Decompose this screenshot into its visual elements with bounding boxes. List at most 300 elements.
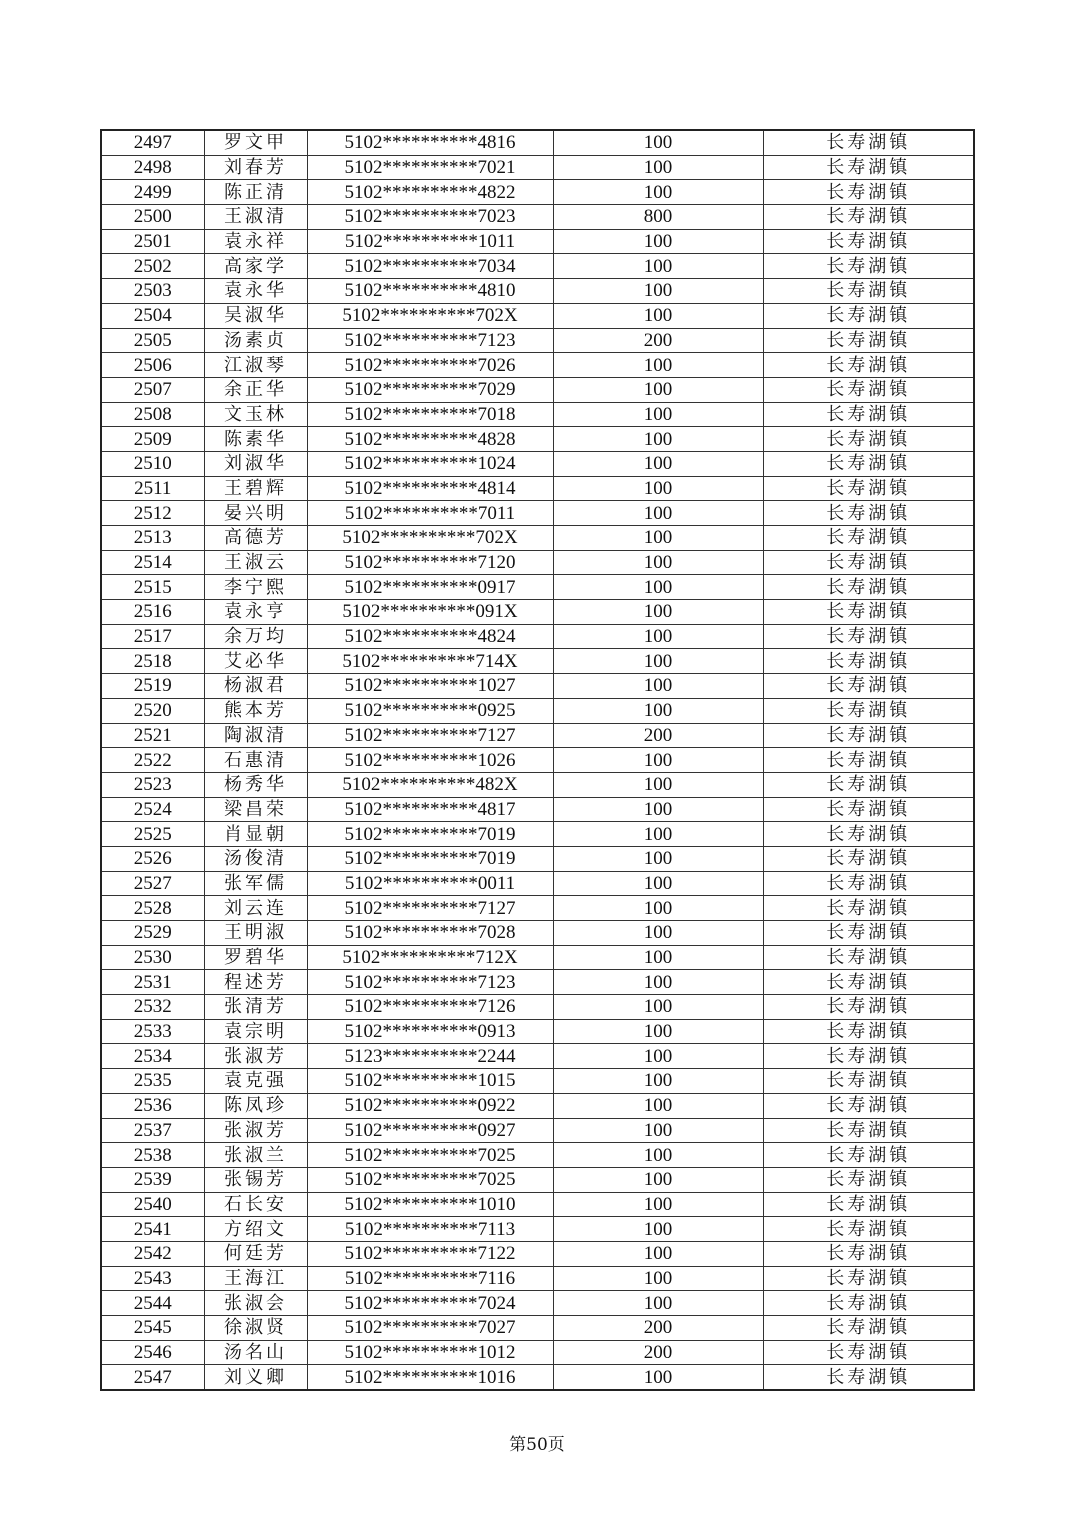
town-cell: 长寿湖镇: [763, 1241, 974, 1266]
table-row: [101, 822, 974, 847]
id-number-cell: 5102**********1011: [307, 229, 553, 254]
row-number-cell: 2542: [101, 1241, 204, 1266]
table-row: [101, 205, 974, 230]
amount-cell: 100: [553, 772, 763, 797]
name-cell: 高德芳: [204, 526, 307, 551]
town-cell: 长寿湖镇: [763, 846, 974, 871]
table-row: [101, 871, 974, 896]
amount-cell: 800: [553, 205, 763, 230]
row-number-cell: 2530: [101, 945, 204, 970]
id-number-cell: 5102**********4814: [307, 476, 553, 501]
name-cell: 杨秀华: [204, 772, 307, 797]
amount-cell: 100: [553, 871, 763, 896]
name-cell: 张淑芳: [204, 1118, 307, 1143]
row-number-cell: 2547: [101, 1365, 204, 1390]
amount-cell: 100: [553, 1044, 763, 1069]
table-row: [101, 748, 974, 773]
name-cell: 杨淑君: [204, 674, 307, 699]
amount-cell: 100: [553, 1118, 763, 1143]
row-number-cell: 2509: [101, 427, 204, 452]
table-row: [101, 1266, 974, 1291]
name-cell: 汤俊清: [204, 846, 307, 871]
amount-cell: 100: [553, 353, 763, 378]
town-cell: 长寿湖镇: [763, 1093, 974, 1118]
row-number-cell: 2510: [101, 451, 204, 476]
table-row: [101, 846, 974, 871]
name-cell: 罗碧华: [204, 945, 307, 970]
row-number-cell: 2499: [101, 180, 204, 205]
row-number-cell: 2544: [101, 1291, 204, 1316]
name-cell: 袁永华: [204, 279, 307, 304]
town-cell: 长寿湖镇: [763, 155, 974, 180]
name-cell: 陶淑清: [204, 723, 307, 748]
town-cell: 长寿湖镇: [763, 723, 974, 748]
row-number-cell: 2505: [101, 328, 204, 353]
table-row: [101, 797, 974, 822]
amount-cell: 100: [553, 1291, 763, 1316]
table-row: [101, 1192, 974, 1217]
id-number-cell: 5102**********7025: [307, 1167, 553, 1192]
table-row: [101, 254, 974, 279]
amount-cell: 100: [553, 1143, 763, 1168]
table-row: [101, 1118, 974, 1143]
name-cell: 艾必华: [204, 649, 307, 674]
name-cell: 袁克强: [204, 1069, 307, 1094]
amount-cell: 100: [553, 575, 763, 600]
town-cell: 长寿湖镇: [763, 427, 974, 452]
id-number-cell: 5102**********7018: [307, 402, 553, 427]
page-number: 第50页: [509, 1435, 565, 1455]
name-cell: 徐淑贤: [204, 1316, 307, 1341]
amount-cell: 200: [553, 1340, 763, 1365]
row-number-cell: 2520: [101, 698, 204, 723]
name-cell: 张淑会: [204, 1291, 307, 1316]
name-cell: 陈凤珍: [204, 1093, 307, 1118]
row-number-cell: 2528: [101, 896, 204, 921]
amount-cell: 100: [553, 427, 763, 452]
name-cell: 王明淑: [204, 921, 307, 946]
amount-cell: 100: [553, 649, 763, 674]
document-table-container: [100, 129, 973, 1391]
town-cell: 长寿湖镇: [763, 526, 974, 551]
amount-cell: 100: [553, 402, 763, 427]
name-cell: 刘云连: [204, 896, 307, 921]
id-number-cell: 5102**********0922: [307, 1093, 553, 1118]
town-cell: 长寿湖镇: [763, 698, 974, 723]
id-number-cell: 5102**********7019: [307, 822, 553, 847]
row-number-cell: 2537: [101, 1118, 204, 1143]
row-number-cell: 2512: [101, 501, 204, 526]
table-row: [101, 303, 974, 328]
town-cell: 长寿湖镇: [763, 649, 974, 674]
table-row: [101, 772, 974, 797]
amount-cell: 100: [553, 155, 763, 180]
town-cell: 长寿湖镇: [763, 945, 974, 970]
name-cell: 袁永亨: [204, 600, 307, 625]
table-row: [101, 698, 974, 723]
amount-cell: 100: [553, 1266, 763, 1291]
row-number-cell: 2517: [101, 624, 204, 649]
town-cell: 长寿湖镇: [763, 871, 974, 896]
id-number-cell: 5102**********7120: [307, 550, 553, 575]
id-number-cell: 5102**********702X: [307, 303, 553, 328]
name-cell: 王淑云: [204, 550, 307, 575]
table-row: [101, 451, 974, 476]
town-cell: 长寿湖镇: [763, 748, 974, 773]
id-number-cell: 5102**********712X: [307, 945, 553, 970]
id-number-cell: 5102**********7113: [307, 1217, 553, 1242]
name-cell: 陈素华: [204, 427, 307, 452]
amount-cell: 100: [553, 254, 763, 279]
records-table: [100, 129, 975, 1391]
town-cell: 长寿湖镇: [763, 476, 974, 501]
name-cell: 余万均: [204, 624, 307, 649]
town-cell: 长寿湖镇: [763, 1192, 974, 1217]
row-number-cell: 2532: [101, 995, 204, 1020]
amount-cell: 100: [553, 476, 763, 501]
row-number-cell: 2497: [101, 130, 204, 155]
town-cell: 长寿湖镇: [763, 205, 974, 230]
name-cell: 程述芳: [204, 970, 307, 995]
name-cell: 张清芳: [204, 995, 307, 1020]
town-cell: 长寿湖镇: [763, 1266, 974, 1291]
row-number-cell: 2543: [101, 1266, 204, 1291]
amount-cell: 100: [553, 995, 763, 1020]
table-row: [101, 377, 974, 402]
row-number-cell: 2526: [101, 846, 204, 871]
name-cell: 罗文甲: [204, 130, 307, 155]
amount-cell: 100: [553, 945, 763, 970]
row-number-cell: 2504: [101, 303, 204, 328]
name-cell: 刘淑华: [204, 451, 307, 476]
row-number-cell: 2524: [101, 797, 204, 822]
row-number-cell: 2525: [101, 822, 204, 847]
row-number-cell: 2541: [101, 1217, 204, 1242]
amount-cell: 100: [553, 180, 763, 205]
name-cell: 梁昌荣: [204, 797, 307, 822]
id-number-cell: 5102**********0925: [307, 698, 553, 723]
id-number-cell: 5102**********0011: [307, 871, 553, 896]
id-number-cell: 5102**********7127: [307, 896, 553, 921]
name-cell: 袁宗明: [204, 1019, 307, 1044]
amount-cell: 100: [553, 377, 763, 402]
town-cell: 长寿湖镇: [763, 1044, 974, 1069]
row-number-cell: 2531: [101, 970, 204, 995]
id-number-cell: 5102**********1024: [307, 451, 553, 476]
id-number-cell: 5102**********7122: [307, 1241, 553, 1266]
town-cell: 长寿湖镇: [763, 1167, 974, 1192]
town-cell: 长寿湖镇: [763, 1019, 974, 1044]
table-row: [101, 945, 974, 970]
id-number-cell: 5102**********714X: [307, 649, 553, 674]
id-number-cell: 5102**********7021: [307, 155, 553, 180]
id-number-cell: 5102**********091X: [307, 600, 553, 625]
amount-cell: 100: [553, 1192, 763, 1217]
table-row: [101, 921, 974, 946]
table-row: [101, 649, 974, 674]
amount-cell: 100: [553, 674, 763, 699]
name-cell: 张军儒: [204, 871, 307, 896]
id-number-cell: 5123**********2244: [307, 1044, 553, 1069]
row-number-cell: 2535: [101, 1069, 204, 1094]
id-number-cell: 5102**********1012: [307, 1340, 553, 1365]
amount-cell: 100: [553, 1093, 763, 1118]
town-cell: 长寿湖镇: [763, 921, 974, 946]
id-number-cell: 5102**********4824: [307, 624, 553, 649]
row-number-cell: 2539: [101, 1167, 204, 1192]
table-row: [101, 180, 974, 205]
name-cell: 高家学: [204, 254, 307, 279]
name-cell: 刘义卿: [204, 1365, 307, 1390]
table-row: [101, 1365, 974, 1390]
town-cell: 长寿湖镇: [763, 1118, 974, 1143]
id-number-cell: 5102**********4816: [307, 130, 553, 155]
name-cell: 余正华: [204, 377, 307, 402]
row-number-cell: 2540: [101, 1192, 204, 1217]
id-number-cell: 5102**********7028: [307, 921, 553, 946]
table-row: [101, 624, 974, 649]
row-number-cell: 2498: [101, 155, 204, 180]
table-row: [101, 1241, 974, 1266]
row-number-cell: 2513: [101, 526, 204, 551]
id-number-cell: 5102**********482X: [307, 772, 553, 797]
name-cell: 刘春芳: [204, 155, 307, 180]
id-number-cell: 5102**********4822: [307, 180, 553, 205]
town-cell: 长寿湖镇: [763, 279, 974, 304]
town-cell: 长寿湖镇: [763, 600, 974, 625]
id-number-cell: 5102**********0917: [307, 575, 553, 600]
id-number-cell: 5102**********7123: [307, 328, 553, 353]
town-cell: 长寿湖镇: [763, 1069, 974, 1094]
id-number-cell: 5102**********4828: [307, 427, 553, 452]
name-cell: 李宁熙: [204, 575, 307, 600]
town-cell: 长寿湖镇: [763, 1291, 974, 1316]
town-cell: 长寿湖镇: [763, 995, 974, 1020]
table-row: [101, 402, 974, 427]
name-cell: 张锡芳: [204, 1167, 307, 1192]
amount-cell: 100: [553, 1365, 763, 1390]
amount-cell: 200: [553, 1316, 763, 1341]
amount-cell: 200: [553, 328, 763, 353]
name-cell: 王淑清: [204, 205, 307, 230]
town-cell: 长寿湖镇: [763, 1316, 974, 1341]
id-number-cell: 5102**********1026: [307, 748, 553, 773]
town-cell: 长寿湖镇: [763, 772, 974, 797]
amount-cell: 100: [553, 1167, 763, 1192]
table-row: [101, 995, 974, 1020]
row-number-cell: 2519: [101, 674, 204, 699]
id-number-cell: 5102**********1015: [307, 1069, 553, 1094]
town-cell: 长寿湖镇: [763, 451, 974, 476]
amount-cell: 100: [553, 846, 763, 871]
amount-cell: 100: [553, 130, 763, 155]
id-number-cell: 5102**********1016: [307, 1365, 553, 1390]
id-number-cell: 5102**********1027: [307, 674, 553, 699]
town-cell: 长寿湖镇: [763, 970, 974, 995]
id-number-cell: 5102**********7123: [307, 970, 553, 995]
table-row: [101, 723, 974, 748]
town-cell: 长寿湖镇: [763, 402, 974, 427]
amount-cell: 100: [553, 822, 763, 847]
amount-cell: 100: [553, 1241, 763, 1266]
id-number-cell: 5102**********4817: [307, 797, 553, 822]
table-row: [101, 328, 974, 353]
amount-cell: 100: [553, 698, 763, 723]
amount-cell: 100: [553, 797, 763, 822]
town-cell: 长寿湖镇: [763, 822, 974, 847]
table-row: [101, 1316, 974, 1341]
row-number-cell: 2533: [101, 1019, 204, 1044]
row-number-cell: 2536: [101, 1093, 204, 1118]
table-row: [101, 674, 974, 699]
row-number-cell: 2522: [101, 748, 204, 773]
table-row: [101, 575, 974, 600]
row-number-cell: 2501: [101, 229, 204, 254]
name-cell: 晏兴明: [204, 501, 307, 526]
row-number-cell: 2500: [101, 205, 204, 230]
row-number-cell: 2516: [101, 600, 204, 625]
table-row: [101, 353, 974, 378]
row-number-cell: 2506: [101, 353, 204, 378]
row-number-cell: 2503: [101, 279, 204, 304]
id-number-cell: 5102**********7024: [307, 1291, 553, 1316]
id-number-cell: 5102**********1010: [307, 1192, 553, 1217]
table-row: [101, 1093, 974, 1118]
amount-cell: 100: [553, 451, 763, 476]
table-row: [101, 155, 974, 180]
row-number-cell: 2545: [101, 1316, 204, 1341]
town-cell: 长寿湖镇: [763, 130, 974, 155]
id-number-cell: 5102**********7026: [307, 353, 553, 378]
town-cell: 长寿湖镇: [763, 180, 974, 205]
name-cell: 王海江: [204, 1266, 307, 1291]
table-row: [101, 526, 974, 551]
name-cell: 石惠清: [204, 748, 307, 773]
amount-cell: 100: [553, 896, 763, 921]
id-number-cell: 5102**********7025: [307, 1143, 553, 1168]
amount-cell: 100: [553, 921, 763, 946]
town-cell: 长寿湖镇: [763, 377, 974, 402]
id-number-cell: 5102**********7023: [307, 205, 553, 230]
id-number-cell: 5102**********7011: [307, 501, 553, 526]
name-cell: 石长安: [204, 1192, 307, 1217]
row-number-cell: 2511: [101, 476, 204, 501]
name-cell: 文玉林: [204, 402, 307, 427]
amount-cell: 200: [553, 723, 763, 748]
name-cell: 汤素贞: [204, 328, 307, 353]
amount-cell: 100: [553, 303, 763, 328]
id-number-cell: 5102**********702X: [307, 526, 553, 551]
town-cell: 长寿湖镇: [763, 550, 974, 575]
id-number-cell: 5102**********4810: [307, 279, 553, 304]
town-cell: 长寿湖镇: [763, 229, 974, 254]
table-row: [101, 1217, 974, 1242]
town-cell: 长寿湖镇: [763, 1365, 974, 1390]
table-row: [101, 1044, 974, 1069]
name-cell: 肖显朝: [204, 822, 307, 847]
row-number-cell: 2529: [101, 921, 204, 946]
row-number-cell: 2502: [101, 254, 204, 279]
table-row: [101, 550, 974, 575]
id-number-cell: 5102**********7019: [307, 846, 553, 871]
name-cell: 熊本芳: [204, 698, 307, 723]
id-number-cell: 5102**********7127: [307, 723, 553, 748]
table-row: [101, 427, 974, 452]
amount-cell: 100: [553, 748, 763, 773]
town-cell: 长寿湖镇: [763, 575, 974, 600]
amount-cell: 100: [553, 279, 763, 304]
row-number-cell: 2507: [101, 377, 204, 402]
name-cell: 王碧辉: [204, 476, 307, 501]
id-number-cell: 5102**********7034: [307, 254, 553, 279]
amount-cell: 100: [553, 624, 763, 649]
id-number-cell: 5102**********0913: [307, 1019, 553, 1044]
table-row: [101, 229, 974, 254]
table-row: [101, 1019, 974, 1044]
town-cell: 长寿湖镇: [763, 254, 974, 279]
amount-cell: 100: [553, 600, 763, 625]
row-number-cell: 2518: [101, 649, 204, 674]
town-cell: 长寿湖镇: [763, 1217, 974, 1242]
town-cell: 长寿湖镇: [763, 896, 974, 921]
amount-cell: 100: [553, 501, 763, 526]
town-cell: 长寿湖镇: [763, 1143, 974, 1168]
id-number-cell: 5102**********7027: [307, 1316, 553, 1341]
amount-cell: 100: [553, 229, 763, 254]
row-number-cell: 2515: [101, 575, 204, 600]
town-cell: 长寿湖镇: [763, 1340, 974, 1365]
table-row: [101, 130, 974, 155]
name-cell: 张淑兰: [204, 1143, 307, 1168]
name-cell: 张淑芳: [204, 1044, 307, 1069]
town-cell: 长寿湖镇: [763, 674, 974, 699]
table-row: [101, 279, 974, 304]
id-number-cell: 5102**********7116: [307, 1266, 553, 1291]
amount-cell: 100: [553, 1217, 763, 1242]
name-cell: 吴淑华: [204, 303, 307, 328]
name-cell: 何廷芳: [204, 1241, 307, 1266]
table-row: [101, 1291, 974, 1316]
name-cell: 袁永祥: [204, 229, 307, 254]
town-cell: 长寿湖镇: [763, 303, 974, 328]
table-row: [101, 1143, 974, 1168]
id-number-cell: 5102**********7126: [307, 995, 553, 1020]
row-number-cell: 2523: [101, 772, 204, 797]
town-cell: 长寿湖镇: [763, 624, 974, 649]
table-row: [101, 501, 974, 526]
name-cell: 江淑琴: [204, 353, 307, 378]
table-row: [101, 1340, 974, 1365]
name-cell: 汤名山: [204, 1340, 307, 1365]
row-number-cell: 2521: [101, 723, 204, 748]
table-row: [101, 1167, 974, 1192]
amount-cell: 100: [553, 970, 763, 995]
amount-cell: 100: [553, 1019, 763, 1044]
amount-cell: 100: [553, 1069, 763, 1094]
table-row: [101, 970, 974, 995]
id-number-cell: 5102**********0927: [307, 1118, 553, 1143]
town-cell: 长寿湖镇: [763, 501, 974, 526]
amount-cell: 100: [553, 550, 763, 575]
town-cell: 长寿湖镇: [763, 797, 974, 822]
records-table-body: [101, 130, 974, 1390]
table-row: [101, 600, 974, 625]
row-number-cell: 2538: [101, 1143, 204, 1168]
table-row: [101, 476, 974, 501]
amount-cell: 100: [553, 526, 763, 551]
row-number-cell: 2534: [101, 1044, 204, 1069]
row-number-cell: 2508: [101, 402, 204, 427]
